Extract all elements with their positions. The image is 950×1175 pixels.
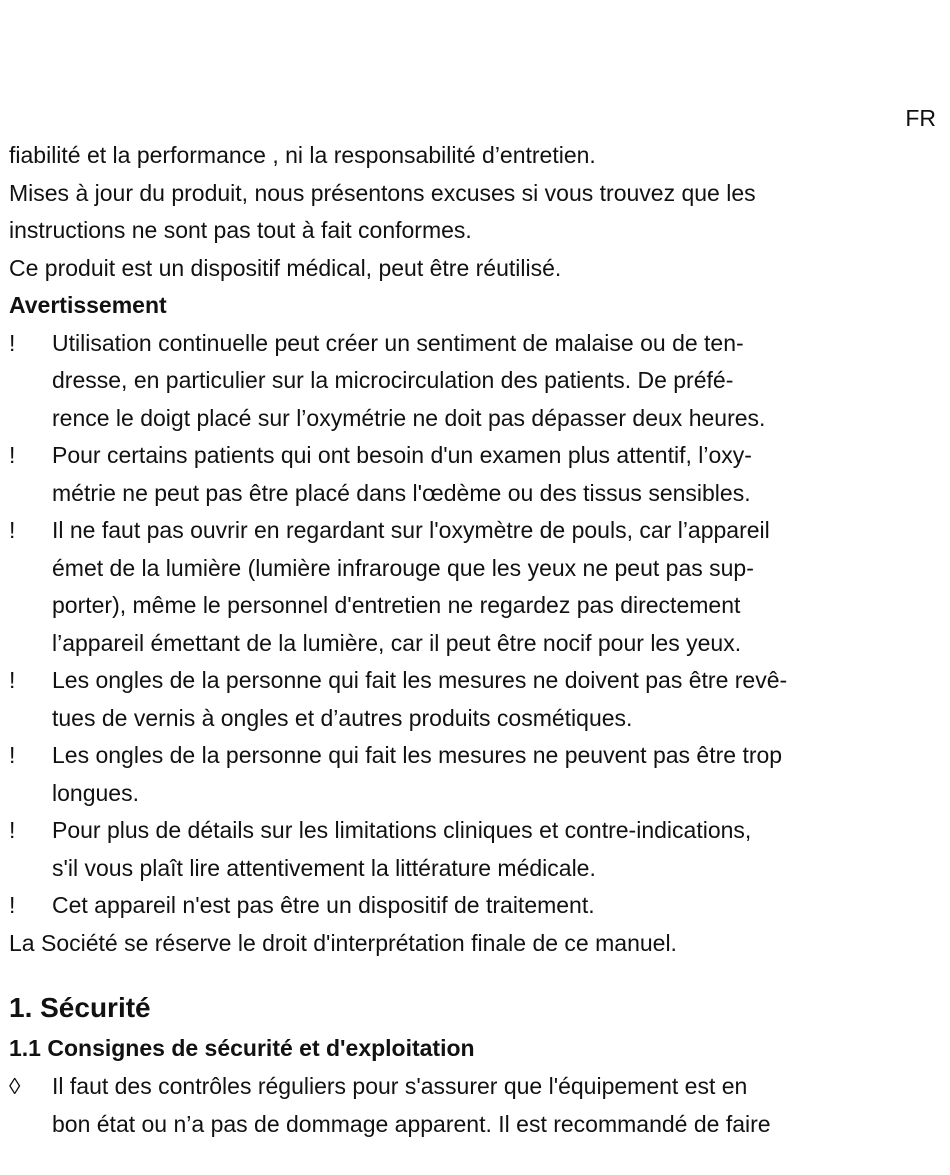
list-item-text xyxy=(52,812,939,887)
list-item-line: tues de vernis à ongles et d’autres produits cosmétiques. xyxy=(52,704,633,731)
bullet-marker: ! xyxy=(9,892,16,918)
intro-line: Mises à jour du produit, nous présentons excuses si vous trouvez que les xyxy=(9,179,756,206)
list-item xyxy=(9,812,939,887)
bullet-marker: ! xyxy=(9,667,16,693)
warning-footer: La Société se réserve le droit d'interprétation finale de ce manuel. xyxy=(9,929,677,956)
list-item-line: Cet appareil n'est pas être un dispositif de traitement. xyxy=(52,892,595,918)
list-item-text xyxy=(52,662,939,737)
bullet-marker: ! xyxy=(9,329,16,356)
list-item-line: rence le doigt placé sur l’oxymétrie ne doit pas dépasser deux heures. xyxy=(52,404,766,431)
list-item-text xyxy=(52,887,939,925)
bullet-marker: ! xyxy=(9,442,16,468)
list-item-line: émet de la lumière (lumière infrarouge que les yeux ne peut pas sup- xyxy=(52,554,754,581)
list-item-line: métrie ne peut pas être placé dans l'œdème ou des tissus sensibles. xyxy=(52,479,751,506)
list-item-line: dresse, en particulier sur la microcirculation des patients. De préfé- xyxy=(52,367,734,393)
intro-line: fiabilité et la performance , ni la responsabilité d’entretien. xyxy=(9,142,596,168)
document-body xyxy=(9,137,939,1143)
bullet-marker: ! xyxy=(9,817,16,843)
language-code: FR xyxy=(905,105,936,131)
list-item xyxy=(9,662,939,737)
bullet-marker: ◊ xyxy=(9,1073,21,1099)
list-item xyxy=(9,1068,939,1143)
list-item-text xyxy=(52,437,939,512)
list-item-line: bon état ou n’a pas de dommage apparent. Il est recommandé de faire xyxy=(52,1110,771,1137)
safety-list xyxy=(9,1068,939,1143)
bullet-marker: ! xyxy=(9,517,16,543)
list-item-text xyxy=(52,325,939,438)
list-item-line: Pour certains patients qui ont besoin d'un examen plus attentif, l’oxy- xyxy=(52,442,752,468)
list-item-line: Pour plus de détails sur les limitations cliniques et contre-indications, xyxy=(52,817,752,843)
list-item-line: Les ongles de la personne qui fait les mesures ne doivent pas être revê- xyxy=(52,667,788,693)
list-item xyxy=(9,325,939,438)
list-item-line: Les ongles de la personne qui fait les mesures ne peuvent pas être trop xyxy=(52,742,783,768)
list-item xyxy=(9,512,939,662)
section-title: 1. Sécurité xyxy=(9,992,151,1023)
warning-title: Avertissement xyxy=(9,292,167,318)
list-item-text xyxy=(52,1068,939,1143)
bullet-marker: ! xyxy=(9,742,16,768)
list-item-line: s'il vous plaît lire attentivement la littérature médicale. xyxy=(52,854,596,881)
list-item-line: Il faut des contrôles réguliers pour s'assurer que l'équipement est en xyxy=(52,1073,748,1099)
list-item-line: longues. xyxy=(52,779,139,806)
intro-line: Ce produit est un dispositif médical, peut être réutilisé. xyxy=(9,254,562,281)
spacer xyxy=(9,962,939,988)
list-item-line: Il ne faut pas ouvrir en regardant sur l'oxymètre de pouls, car l’appareil xyxy=(52,517,770,543)
list-item xyxy=(9,887,939,925)
list-item-line: porter), même le personnel d'entretien ne regardez pas directement xyxy=(52,592,741,618)
warning-list xyxy=(9,325,939,925)
list-item xyxy=(9,737,939,812)
list-item-text xyxy=(52,512,939,662)
list-item xyxy=(9,437,939,512)
list-item-line: l’appareil émettant de la lumière, car il peut être nocif pour les yeux. xyxy=(52,629,742,656)
list-item-line: Utilisation continuelle peut créer un sentiment de malaise ou de ten- xyxy=(52,329,744,356)
section-subtitle: 1.1 Consignes de sécurité et d'exploitation xyxy=(9,1035,475,1061)
list-item-text xyxy=(52,737,939,812)
intro-line: instructions ne sont pas tout à fait conformes. xyxy=(9,217,472,243)
